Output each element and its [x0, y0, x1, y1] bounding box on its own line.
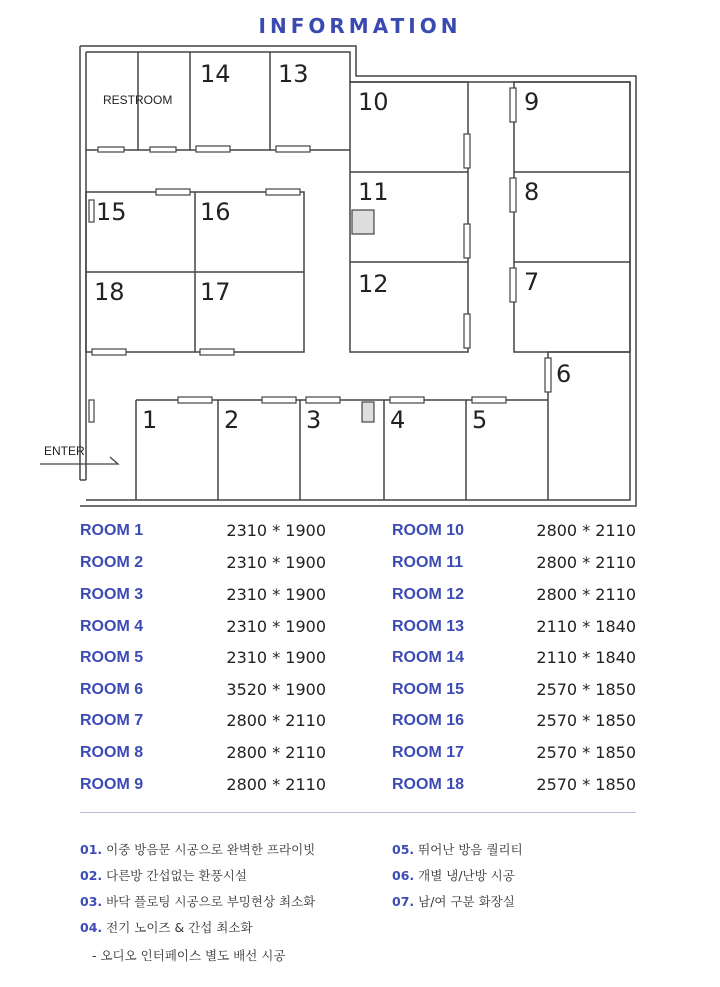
- door: [464, 314, 470, 348]
- room-name: ROOM 3: [80, 586, 144, 603]
- room-spec-row: [392, 519, 636, 543]
- room-name: ROOM 18: [392, 776, 465, 793]
- pillar: [352, 210, 374, 234]
- room-size: 2110 * 1840: [536, 648, 636, 667]
- door: [390, 397, 424, 403]
- feature-text: 다른방 간섭없는 환풍시설: [106, 868, 247, 883]
- room-size: 2570 * 1850: [536, 775, 636, 794]
- feature-item: [392, 840, 523, 858]
- room-spec-row: [80, 678, 326, 702]
- feature-number: 06.: [392, 868, 415, 883]
- room-spec-row: [80, 646, 326, 670]
- room-number-1: 1: [142, 406, 158, 434]
- room-spec-row: [392, 741, 636, 765]
- room-name: ROOM 13: [392, 618, 465, 635]
- room-number-12: 12: [358, 270, 389, 298]
- feature-item: [392, 892, 515, 910]
- door: [200, 349, 234, 355]
- door: [150, 147, 176, 152]
- door: [89, 200, 94, 222]
- door: [98, 147, 124, 152]
- room-number-10: 10: [358, 88, 389, 116]
- door: [510, 178, 516, 212]
- room-size: 2800 * 2110: [226, 775, 326, 794]
- room-number-18: 18: [94, 278, 125, 306]
- room-size: 2800 * 2110: [536, 553, 636, 572]
- room-spec-row: [392, 615, 636, 639]
- room-number-6: 6: [556, 360, 572, 388]
- room-name: ROOM 12: [392, 586, 465, 603]
- feature-item: [80, 892, 315, 910]
- room-name: ROOM 16: [392, 712, 465, 729]
- door: [196, 146, 230, 152]
- feature-text: 뛰어난 방음 퀄리티: [418, 842, 523, 857]
- door: [92, 349, 126, 355]
- room-number-13: 13: [278, 60, 309, 88]
- room-spec-row: [80, 709, 326, 733]
- room-number-4: 4: [390, 406, 406, 434]
- room-number-5: 5: [472, 406, 488, 434]
- room-size: 2310 * 1900: [226, 585, 326, 604]
- room-name: ROOM 5: [80, 649, 144, 666]
- feature-text: 이중 방음문 시공으로 완벽한 프라이빗: [106, 842, 316, 857]
- room-size: 2800 * 2110: [536, 521, 636, 540]
- room-spec-row: [392, 709, 636, 733]
- feature-subitem: [92, 946, 285, 964]
- room-spec-row: [392, 551, 636, 575]
- feature-number: 07.: [392, 894, 415, 909]
- room-number-2: 2: [224, 406, 240, 434]
- feature-number: 04.: [80, 920, 103, 935]
- feature-item: [80, 866, 247, 884]
- room-spec-row: [80, 773, 326, 797]
- door: [510, 88, 516, 122]
- room-name: ROOM 17: [392, 744, 465, 761]
- divider: [80, 812, 636, 813]
- room-size: 2110 * 1840: [536, 617, 636, 636]
- feature-text: - 오디오 인터페이스 별도 배선 시공: [92, 948, 286, 963]
- feature-number: 02.: [80, 868, 103, 883]
- room-name: ROOM 6: [80, 681, 144, 698]
- room-name: ROOM 15: [392, 681, 465, 698]
- feature-text: 남/여 구분 화장실: [418, 894, 515, 909]
- door: [266, 189, 300, 195]
- door: [89, 400, 94, 422]
- room-spec-row: [392, 646, 636, 670]
- feature-number: 05.: [392, 842, 415, 857]
- room-size: 2310 * 1900: [226, 617, 326, 636]
- room-spec-row: [392, 678, 636, 702]
- door: [178, 397, 212, 403]
- room-spec-row: [80, 615, 326, 639]
- restroom-label: RESTROOM: [103, 93, 173, 107]
- room-size: 2800 * 2110: [226, 711, 326, 730]
- room-number-9: 9: [524, 88, 540, 116]
- room-name: ROOM 8: [80, 744, 144, 761]
- room-number-11: 11: [358, 178, 389, 206]
- feature-text: 전기 노이즈 & 간섭 최소화: [106, 920, 253, 935]
- room-size: 3520 * 1900: [226, 680, 326, 699]
- room-number-15: 15: [96, 198, 127, 226]
- room-size: 2570 * 1850: [536, 711, 636, 730]
- room-size: 2310 * 1900: [226, 553, 326, 572]
- room-spec-row: [392, 773, 636, 797]
- room-size: 2310 * 1900: [226, 648, 326, 667]
- room-name: ROOM 11: [392, 554, 464, 571]
- feature-item: [80, 840, 315, 858]
- room-name: ROOM 10: [392, 522, 465, 539]
- room-name: ROOM 1: [80, 522, 144, 539]
- door: [545, 358, 551, 392]
- door: [156, 189, 190, 195]
- room-number-7: 7: [524, 268, 540, 296]
- room-number-17: 17: [200, 278, 231, 306]
- feature-number: 01.: [80, 842, 103, 857]
- room-number-3: 3: [306, 406, 322, 434]
- feature-number: 03.: [80, 894, 103, 909]
- room-name: ROOM 14: [392, 649, 465, 666]
- room-number-16: 16: [200, 198, 231, 226]
- room-name: ROOM 7: [80, 712, 144, 729]
- pillar: [362, 402, 374, 422]
- room-spec-row: [80, 519, 326, 543]
- enter-arrow-icon: [40, 457, 118, 464]
- room-number-14: 14: [200, 60, 231, 88]
- door: [306, 397, 340, 403]
- feature-text: 개별 냉/난방 시공: [418, 868, 515, 883]
- feature-text: 바닥 플로팅 시공으로 부밍현상 최소화: [106, 894, 316, 909]
- room-size: 2800 * 2110: [536, 585, 636, 604]
- feature-item: [392, 866, 515, 884]
- room-size: 2800 * 2110: [226, 743, 326, 762]
- room-spec-row: [80, 583, 326, 607]
- page-title: INFORMATION: [258, 14, 462, 38]
- room-spec-row: [80, 551, 326, 575]
- door: [464, 134, 470, 168]
- door: [262, 397, 296, 403]
- door: [276, 146, 310, 152]
- room-name: ROOM 2: [80, 554, 144, 571]
- door: [472, 397, 506, 403]
- door: [464, 224, 470, 258]
- room-spec-row: [80, 741, 326, 765]
- room-size: 2570 * 1850: [536, 680, 636, 699]
- room-size: 2310 * 1900: [226, 521, 326, 540]
- room-size: 2570 * 1850: [536, 743, 636, 762]
- enter-label: ENTER: [44, 444, 85, 458]
- room-spec-row: [392, 583, 636, 607]
- room-name: ROOM 9: [80, 776, 144, 793]
- room-name: ROOM 4: [80, 618, 144, 635]
- feature-item: [80, 918, 253, 936]
- room-number-8: 8: [524, 178, 540, 206]
- door: [510, 268, 516, 302]
